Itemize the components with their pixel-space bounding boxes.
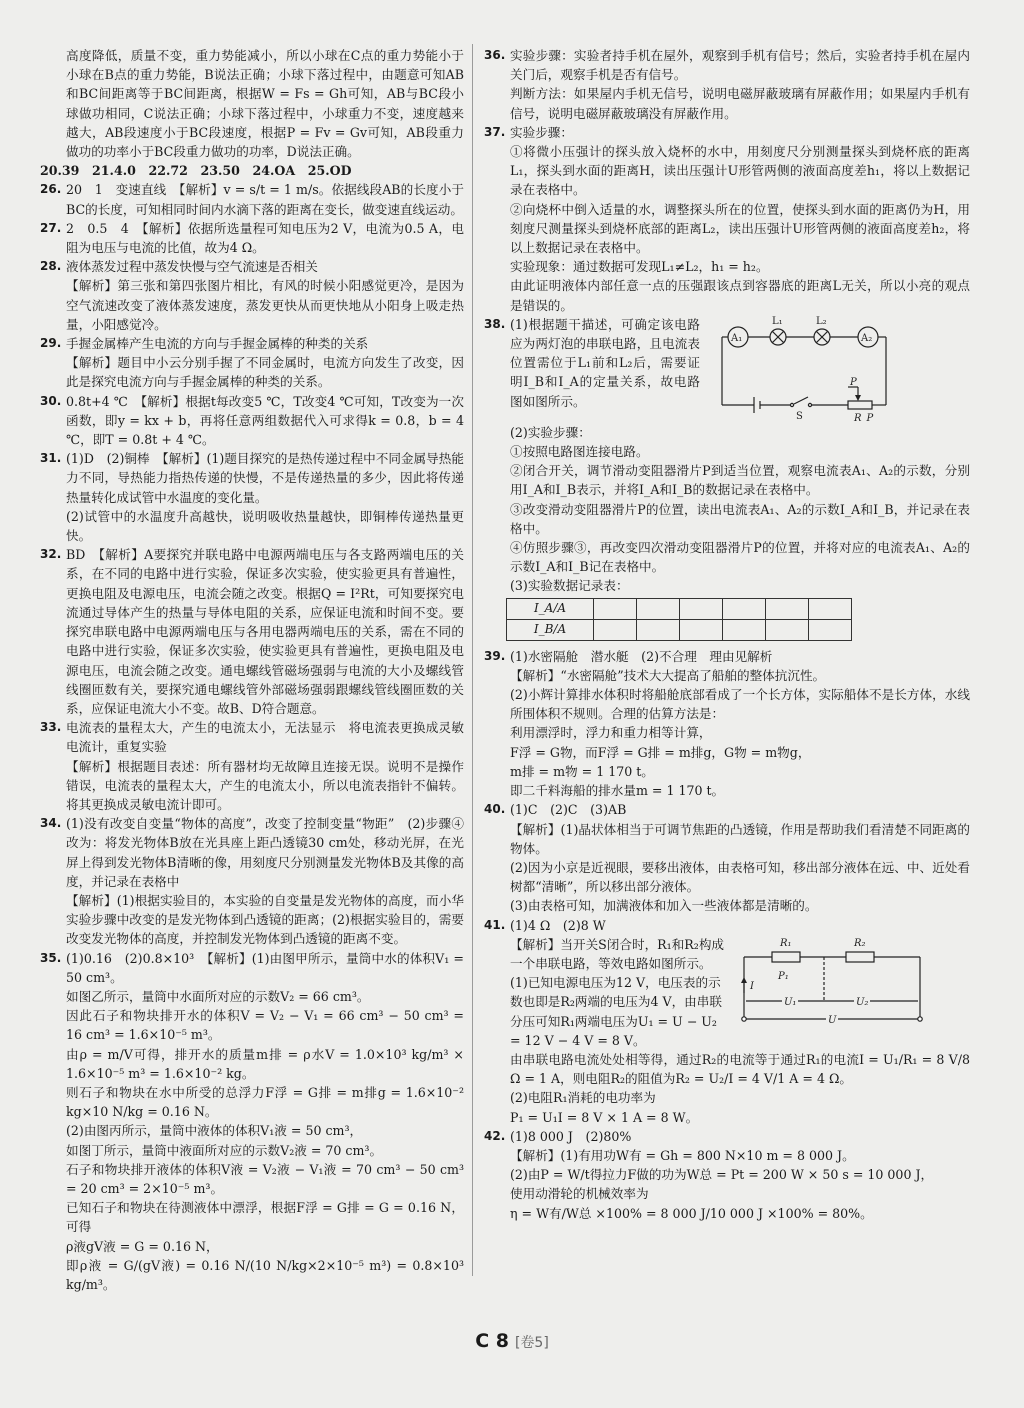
q39-line: F浮 = G物，而F浮 = G排 = m排g，G物 = m物g， [510, 744, 811, 760]
r1-label: R₁ [780, 937, 792, 949]
answer-text: BD 【解析】A要探究并联电路中电源两端电压与各支路两端电压的关系，在不同的电路中进行实验，保证多次实验，使实验更具有普遍性，更换电阻及电源电压，电流会随之改变。根据Q = I²Rt，可知要探究电流通过导体产生的热量与导体电阻的关系，应保证电流和时间不变。要探究串联电路中电源两端电压与各用电器两端电压的关系，需在不同的电路中进行实验，保证多次实验，使实验更具有普遍性，更换电阻及电源电压，电流会随之改变。通电螺线管磁场强弱与电流的大小及螺线管线圈匝数有关，要探究通电螺线管外部磁场强弱跟螺线管线圈匝数的关系，应保证电流大小不变。故B、D符合题意。 [66, 547, 464, 716]
r2-label: R₂ [854, 937, 866, 949]
right-column [484, 46, 970, 1223]
q41-row [484, 935, 970, 1050]
volume-label: [卷5] [514, 1335, 549, 1351]
question-29 [40, 334, 464, 353]
question-35 [40, 949, 464, 987]
q37-line: 实验现象：通过数据可发现L₁≠L₂，h₁ = h₂。 [510, 259, 769, 275]
answer-text: (1)D (2)铜棒 【解析】(1)题目探究的是热传递过程中不同金属导热能力不同，导热能力指热传递的快慢，不是传递热量的多少，因此将传递热量转化成试管中水温度的变化量。 [66, 451, 464, 505]
question-37 [484, 123, 970, 142]
q40-line: (2)因为小京是近视眼，要移出液体，由表格可知，移出部分液体在远、中、近处看树都“清晰”，所以移出部分液体。 [510, 859, 970, 895]
q37-line: 由此证明液体内部任意一点的压强跟该点到容器底的距离L无关，所以小亮的观点是错误的。 [510, 278, 970, 313]
question-number: 31. [40, 451, 62, 466]
answer-text: 电流表的量程太大，产生的电流太小，无法显示 将电流表更换成灵敏电流计，重复实验 [66, 720, 464, 755]
question-number: 33. [40, 720, 62, 735]
q35-line: ρ液gV液 = G = 0.16 N， [66, 1238, 219, 1254]
column-divider [472, 44, 473, 1276]
question-26 [40, 180, 464, 218]
question-number: 32. [40, 547, 62, 562]
q39-line: m排 = m物 = 1 170 t。 [510, 763, 654, 779]
left-column [40, 46, 464, 1294]
answer-text: (1)没有改变自变量“物体的高度”，改变了控制变量“物距” (2)步骤④改为：将发光物体B放在光具座上距凸透镜30 cm处，移动光屏，在光屏上得到发光物体B清晰的像，用刻度尺分别测量发光物体B及其像的高度，并记录在表格中 [66, 816, 464, 889]
question-number: 38. [484, 316, 506, 331]
equivalent-circuit-diagram [732, 935, 932, 1035]
question-33-explanation: 【解析】根据题目表述：所有器材均无故障且连接无误。说明不是操作错误，电流表的量程太大，产生的电流太小，所以电流表指针不偏转。将其更换成灵敏电流计即可。 [66, 758, 464, 812]
q35-line: 如图乙所示，量筒中水面所对应的示数V₂ = 66 cm³。 [66, 988, 370, 1004]
q41-line: (2)电阻R₁消耗的电功率为 [510, 1090, 656, 1106]
ammeter-a1-label: A₁ [731, 332, 743, 344]
answer-text: 2 0.5 4 【解析】依据所选量程可知电压为2 V，电流为0.5 A，电阻为电压与电流的比值，故为4 Ω。 [66, 220, 464, 256]
question-36 [484, 46, 970, 84]
question-29-explanation: 【解析】题目中小云分别手握了不同金属时，电流方向发生了改变，因此是探究电流方向与手握金属棒的种类的关系。 [66, 355, 464, 390]
q41-line: P₁ = U₁I = 8 V × 1 A = 8 W。 [510, 1109, 699, 1125]
ammeter-a2-label: A₂ [861, 332, 873, 344]
answers-20-25: 20.39 21.4.0 22.72 23.50 24.OA 25.OD [40, 163, 352, 179]
page-footer [0, 1330, 1024, 1352]
q38-line: ③改变滑动变阻器滑片P的位置，读出电流表A₁、A₂的示数I_A和I_B，并记录在表格中。 [510, 501, 970, 536]
answer-text: 20 1 变速直线 【解析】v = s/t = 1 m/s。依据线段AB的长度小于BC的长度，可知相同时间内水滴下落的距离在变长，做变速直线运动。 [66, 182, 464, 217]
answer-text: (1)0.16 (2)0.8×10³ 【解析】(1)由图甲所示，量筒中水的体积V₁ = 50 cm³。 [66, 950, 464, 985]
question-36-judgement: 判断方法：如果屋内手机无信号，说明电磁屏蔽玻璃有屏蔽作用；如果屋内手机有信号，说明电磁屏蔽玻璃没有屏蔽作用。 [510, 86, 970, 121]
data-record-table [506, 598, 852, 641]
answer-text: (1)根据题干描述，可确定该电路应为两灯泡的串联电路，且电流表位置需位于L₁前和L₂后，需要证明I_B和I_A的定量关系，故电路图如图所示。 [510, 316, 700, 409]
q39-line: 【解析】“水密隔舱”技术大大提高了船舶的整体抗沉性。 [510, 667, 826, 683]
question-number: 40. [484, 802, 506, 817]
slider-arrow-icon [855, 395, 861, 401]
q19-explanation-tail: 高度降低，质量不变，重力势能减小，所以小球在C点的重力势能小于小球在B点的重力势能，B说法正确；小球下落过程中，由题意可知AB和BC间距离等于BC间距离，根据W = Fs = Gh可知，AB与BC段小球做功相同，C说法正确；小球下落过程中，小球重力不变，速度越来越大，AB段速度小于BC段速度，根据P = Fv = Gv可知，AB段重力做功的功率小于BC段重力做功的功率，D说法正确。 [66, 48, 464, 160]
q39-line: 利用漂浮时，浮力和重力相等计算， [510, 725, 712, 741]
p1-label: P₁ [778, 970, 789, 982]
page-number: C 8 [475, 1330, 509, 1352]
question-28-explanation: 【解析】第三张和第四张图片相比，有风的时候小阳感觉更冷，是因为空气流速改变了液体蒸发速度，蒸发更快从而更快地从小阳身上吸走热量，小阳感觉冷。 [66, 278, 464, 332]
row-header: I_B/A [507, 619, 594, 640]
question-number: 39. [484, 648, 506, 663]
lamp-l1-label: L₁ [772, 315, 783, 327]
question-number: 36. [484, 48, 506, 62]
question-33 [40, 718, 464, 756]
q35-line: 已知石子和物块在待测液体中漂浮，根据F浮 = G排 = G = 0.16 N，可得 [66, 1200, 464, 1235]
q39-line: 即二千料海船的排水量m = 1 170 t。 [510, 783, 725, 799]
question-34-explanation: 【解析】(1)根据实验目的，本实验的自变量是发光物体的高度，而小华实验步骤中改变的是发光物体到凸透镜的距离；(2)根据实验目的，需要改变发光物体的高度，并控制发光物体到凸透镜的距离不变。 [66, 892, 464, 947]
q35-line: 石子和物块排开液体的体积V液 = V₂液 − V₁液 = 70 cm³ − 50 cm³ = 20 cm³ = 2×10⁻⁵ m³。 [66, 1161, 464, 1196]
question-31 [40, 449, 464, 507]
question-34 [40, 814, 464, 891]
q35-line: (2)由图丙所示，量筒中液体的体积V₁液 = 50 cm³， [66, 1123, 363, 1139]
q39-line: (2)小辉计算排水体积时将船舱底部看成了一个长方体，实际船体不是长方体，水线所围体积不规则。合理的估算方法是： [510, 687, 970, 722]
question-40 [484, 800, 970, 819]
series-circuit-diagram [708, 315, 898, 423]
table-row [507, 619, 852, 640]
q38-line: ②闭合开关，调节滑动变阻器滑片P到适当位置，观察电流表A₁、A₂的示数，分别用I_A和I_B表示，并将I_A和I_B的数据记录在表格中。 [510, 463, 970, 498]
question-number: 42. [484, 1128, 506, 1143]
slider-p-label: P [850, 376, 857, 388]
answer-text: (1)4 Ω (2)8 W [510, 917, 606, 933]
u-label: U [828, 1014, 837, 1026]
q42-line: 使用动滑轮的机械效率为 [510, 1186, 649, 1202]
q35-line: 即ρ液 = G/(gV液) = 0.16 N/(10 N/kg×2×10⁻⁵ m³) = 0.8×10³ kg/m³。 [66, 1257, 464, 1292]
question-number: 26. [40, 182, 62, 197]
row-header: I_A/A [507, 598, 594, 619]
answer-text: 手握金属棒产生电流的方向与手握金属棒的种类的关系 [66, 336, 369, 352]
question-31-part2: (2)试管中的水温度升高越快，说明吸收热量越快，即铜棒传递热量更快。 [66, 508, 464, 544]
q38-row [510, 315, 970, 423]
question-32 [40, 545, 464, 718]
question-28 [40, 257, 464, 276]
q38-line: (2)实验步骤： [510, 424, 591, 440]
switch-s-label: S [796, 410, 803, 422]
answer-text: 液体蒸发过程中蒸发快慢与空气流速是否相关 [66, 259, 318, 275]
q38-line: (3)实验数据记录表： [510, 578, 629, 594]
question-number: 35. [40, 950, 62, 965]
q41-line: 由串联电路电流处处相等得，通过R₂的电流等于通过R₁的电流I = U₁/R₁ = 8 V/8 Ω = 1 A，则电阻R₂的阻值为R₂ = U₂/I = 4 V/1 A = 4 Ω。 [510, 1051, 970, 1087]
q42-line: η = W有/W总 ×100% = 8 000 J/10 000 J ×100% = 80%。 [510, 1205, 873, 1221]
q35-line: 由ρ = m/V可得，排开水的质量m排 = ρ水V = 1.0×10³ kg/m³ × 1.6×10⁻⁵ m³ = 1.6×10⁻² kg。 [66, 1046, 464, 1081]
question-number: 37. [484, 124, 506, 139]
question-number: 27. [40, 220, 62, 235]
rheostat-label: R_P [854, 412, 874, 423]
question-number: 29. [40, 336, 62, 351]
question-41 [484, 916, 970, 935]
q38-line: ④仿照步骤③，再改变四次滑动变阻器滑片P的位置，并将对应的电流表A₁、A₂的示数I_A和I_B记在表格中。 [510, 540, 970, 575]
q42-line: (2)由P = W/t得拉力F做的功为W总 = Pt = 200 W × 50 s = 10 000 J， [510, 1167, 934, 1183]
q35-line: 如图丁所示，量筒中液面所对应的示数V₂液 = 70 cm³。 [66, 1142, 383, 1158]
q40-line: 【解析】(1)晶状体相当于可调节焦距的凸透镜，作用是帮助我们看清楚不同距离的物体。 [510, 821, 970, 856]
q37-line: ①将微小压强计的探头放入烧杯的水中，用刻度尺分别测量探头到烧杯底的距离L₁，探头到水面的距离H，读出压强计U形管两侧的液面高度差h₁，将以上数据记录在表格中。 [510, 144, 970, 198]
question-number: 30. [40, 393, 62, 408]
q35-line: 则石子和物块在水中所受的总浮力F浮 = G排 = m排g = 1.6×10⁻² kg×10 N/kg = 0.16 N。 [66, 1084, 464, 1120]
question-30 [40, 392, 464, 450]
table-row [507, 598, 852, 619]
q38-line: ①按照电路图连接电路。 [510, 444, 649, 460]
answer-text: (1)8 000 J (2)80% [510, 1128, 632, 1144]
q42-line: 【解析】(1)有用功W有 = Gh = 800 N×10 m = 8 000 J。 [510, 1147, 855, 1163]
q37-line: ②向烧杯中倒入适量的水，调整探头所在的位置，使探头到水面的距离仍为H，用刻度尺测量探头到烧杯底部的距离L₂，读出压强计U形管两侧的液面高度差h₂，将以上数据记录在表格中。 [510, 201, 970, 256]
question-39 [484, 647, 970, 666]
question-number: 28. [40, 259, 62, 274]
answer-text: (1)C (2)C (3)AB [510, 802, 627, 818]
question-number: 41. [484, 917, 506, 932]
q40-line: (3)由表格可知，加满液体和加入一些液体都是清晰的。 [510, 898, 818, 914]
current-arrow-icon [741, 977, 747, 983]
question-42 [484, 1127, 970, 1146]
u1-label: U₁ [784, 996, 797, 1008]
question-27 [40, 219, 464, 257]
answer-text: 0.8t+4 ℃ 【解析】根据t每改变5 ℃，T改变4 ℃可知，T改变为一次函数，即y = kx + b，再将任意两组数据代入可求得k = 0.8，b = 4 ℃，即T = 0.8t + 4 ℃。 [66, 393, 464, 448]
q35-line: 因此石子和物块排开水的体积V = V₂ − V₁ = 66 cm³ − 50 cm³ = 16 cm³ = 1.6×10⁻⁵ m³。 [66, 1008, 464, 1043]
q41-explanation: 【解析】当开关S闭合时，R₁和R₂构成一个串联电路，等效电路如图所示。(1)已知电源电压为12 V，电压表的示数也即是R₂两端的电压为4 V，由串联分压可知R₁两端电压为U₁ = U − U₂ = 12 V − 4 V = 8 V。 [510, 936, 725, 1048]
answer-text: 实验步骤：实验者持手机在屋外，观察到手机有信号；然后，实验者持手机在屋内关门后，观察手机是否有信号。 [510, 48, 970, 83]
answer-text: (1)水密隔舱 潜水艇 (2)不合理 理由见解析 [510, 648, 773, 664]
lamp-l2-label: L₂ [816, 315, 827, 327]
i-label: I [750, 980, 754, 992]
question-number: 34. [40, 816, 62, 831]
question-38 [484, 315, 970, 423]
u2-label: U₂ [856, 996, 869, 1008]
answer-text: 实验步骤： [510, 124, 573, 140]
